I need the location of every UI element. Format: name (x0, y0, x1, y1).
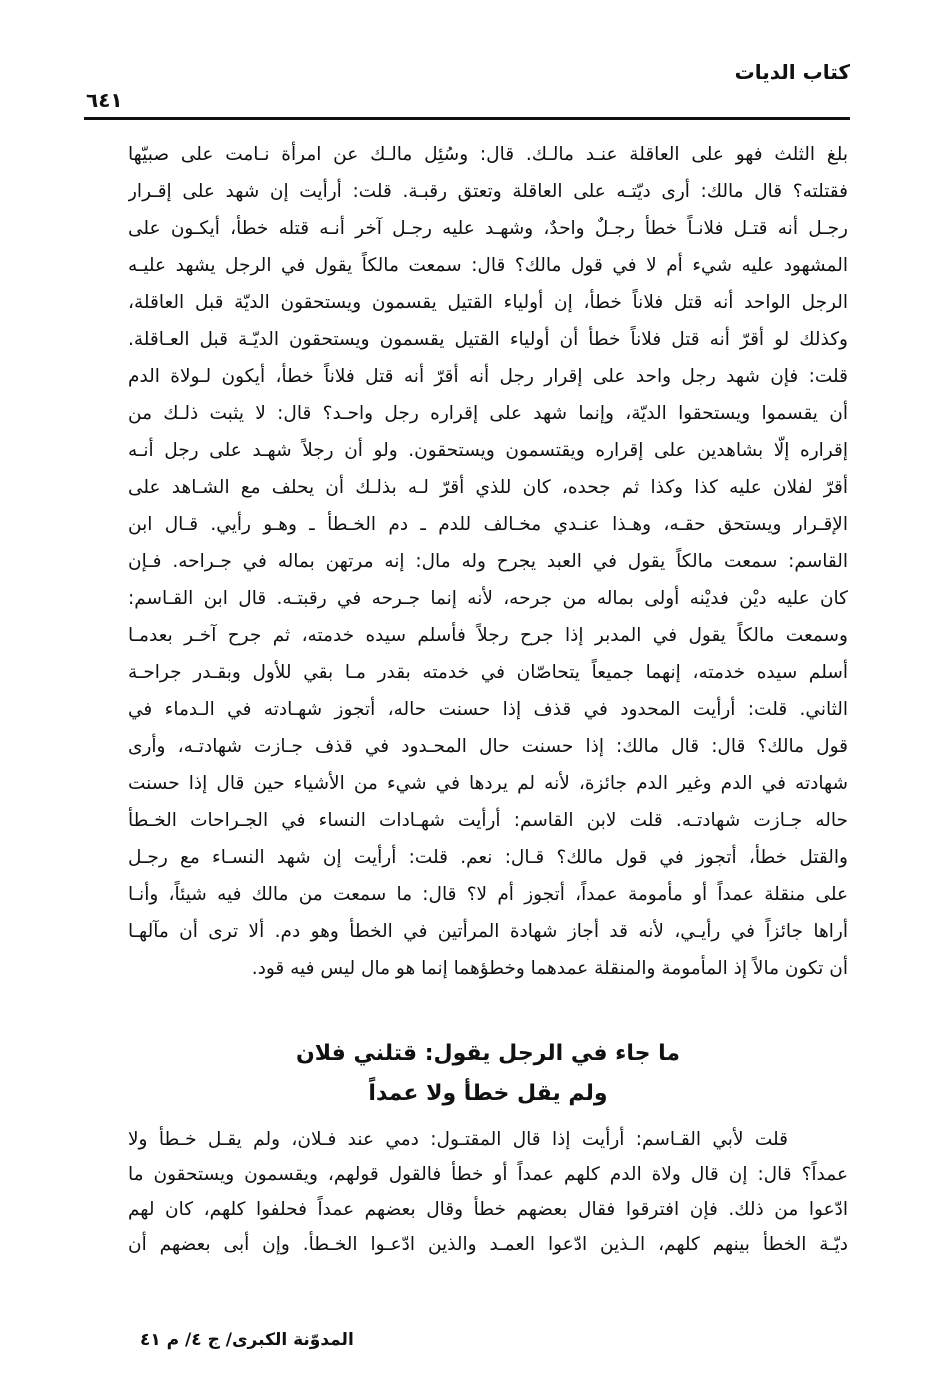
text-line: والقتل خطأ، أتجوز في قول مالك؟ قـال: نعم. قلت: أرأيت إن شهد النسـاء مع رجـل (128, 847, 848, 868)
text-line: بلغ الثلث فهو على العاقلة عنـد مالـك. قال: وسُئِل مالـك عن امرأة نـامت على صبيّها (128, 144, 848, 165)
header-rule (84, 117, 850, 120)
text-line (128, 1262, 848, 1297)
text-line: فقتلته؟ قال مالك: أرى ديّتـه على العاقلة وتعتق رقبـة. قلت: أرأيت إن شهد على إقـرار (128, 181, 848, 202)
body-paragraph (128, 136, 848, 987)
text-line: الإقـرار ويستحق حقـه، وهـذا عنـدي مخـالف للدم ـ دم الخـطأ ـ وهـو رأيي. قـال ابن (128, 514, 848, 535)
text-line: شهادته في الدم وغير الدم جائزة، لأنه لم يردها في شيء من الأشياء حين قال إذا حسنت (128, 773, 848, 794)
footer-signature: المدوّنة الكبرى/ ج ٤/ م ٤١ (140, 1330, 354, 1350)
text-line: أراها جائزاً في رأيـي، لأنه قد أجاز شهادة المرأتين في الخطأ وهو دم. ألا ترى أن مآلهـا (128, 921, 848, 942)
text-line: ديّـة الخطأ بينهم كلهم، الـذين ادّعوا العمـد والذين ادّعـوا الخـطأ. وإن أبى بعضهم أن (128, 1234, 848, 1255)
text-line: الثاني. قلت: أرأيت المحدود في قذف إذا حسنت حاله، أتجوز شهـادته في الـدماء في (128, 699, 848, 720)
text-line: قلت لأبي القـاسم: أرأيت إذا قال المقتـول: دمي عند فـلان، ولم يقـل خـطأ ولا (128, 1129, 788, 1150)
text-line: وكذلك لو أقرّ أنه قتل فلاناً خطأ أن أولياء القتيل يقسمون ويستحقون الديّـة قبل العـاقلة. (128, 329, 848, 350)
text-line: رجـل أنه قتـل فلانـاً خطأ رجـلٌ واحدٌ، وشهـد عليه رجـل آخر أنـه قتله خطأ، أيكـون على (128, 218, 848, 239)
running-header-title: كتاب الديات (734, 60, 850, 84)
text-line: قول مالك؟ قال: قال مالك: إذا حسنت حال المحـدود في قذف جـازت شهادتـه، وأرى (128, 736, 848, 757)
page-number: ٦٤١ (86, 88, 123, 112)
text-line: أن تكون مالاً إذ المأمومة والمنقلة عمدهما وخطؤهما إنما هو مال ليس فيه قود. (251, 958, 848, 979)
text-line: أن يقسموا ويستحقوا الديّة، وإنما شهد على إقراره رجل واحـد؟ قال: لا يثبت ذلـك من (128, 403, 848, 424)
text-line: على منقلة عمداً أو مأمومة عمداً، أتجوز أم لا؟ قال: ما سمعت من مالك فيه شيئاً، وأنـا (128, 884, 848, 905)
text-line: عمداً؟ قال: إن قال ولاة الدم كلهم عمداً أو خطأ فالقول قولهم، ويقسمون ويستحقون ما (128, 1164, 848, 1185)
body-paragraph (128, 1122, 848, 1297)
text-line: حاله جـازت شهادتـه. قلت لابن القاسم: أرأيت شهـادات النساء في الجـراحات الخـطأ (128, 810, 848, 831)
section-heading (128, 1034, 848, 1114)
text-line: ادّعوا من ذلك. فإن افترقوا فقال بعضهم خطأ وقال بعضهم عمداً فحلفوا كلهم، كان لهم (128, 1199, 848, 1220)
text-line: القاسم: سمعت مالكاً يقول في العبد يجرح وله مال: إنه مرتهن بماله في جـراحه. فـإن (128, 551, 848, 572)
section-heading-line: ولم يقل خطأ ولا عمداً (368, 1081, 608, 1106)
section-heading-line: ما جاء في الرجل يقول: قتلني فلان (295, 1041, 681, 1066)
text-line: قلت: فإن شهد رجل واحد على إقرار رجل أنه أقرّ أنه قتل فلاناً خطأ، أيكون لـولاة الدم (128, 366, 848, 387)
text-line: وسمعت مالكاً يقول في المدبر إذا جرح رجلاً فأسلم سيده خدمته، ثم جرح آخـر بعدمـا (128, 625, 848, 646)
text-line: أقرّ لفلان عليه كذا وكذا ثم جحده، كان للذي أقرّ لـه بذلـك أن يحلف مع الشـاهد على (128, 477, 848, 498)
text-line: إقراره إلّا بشاهدين على إقراره ويقتسمون ويستحقون. ولو أن رجلاً شهـد على رجل أنـه (128, 440, 848, 461)
text-line: المشهود عليه شيء أم لا في قول مالك؟ قال: سمعت مالكاً يقول في الرجل يشهد عليـه (128, 255, 848, 276)
text-line: الرجل الواحد أنه قتل فلاناً خطأ، إن أولياء القتيل يقسمون ويستحقون الديّة قبل العاقلة، (128, 292, 848, 313)
text-line: أسلم سيده خدمته، إنهما جميعاً يتحاصّان في خدمته بقدر مـا بقي للأول وبقـدر جراحـة (128, 662, 848, 683)
text-line: كان عليه ديْن فديْنه أولى بماله من جرحه، لأنه إنما جـرحه في رقبتـه. قال ابن القـاسم: (128, 588, 848, 609)
